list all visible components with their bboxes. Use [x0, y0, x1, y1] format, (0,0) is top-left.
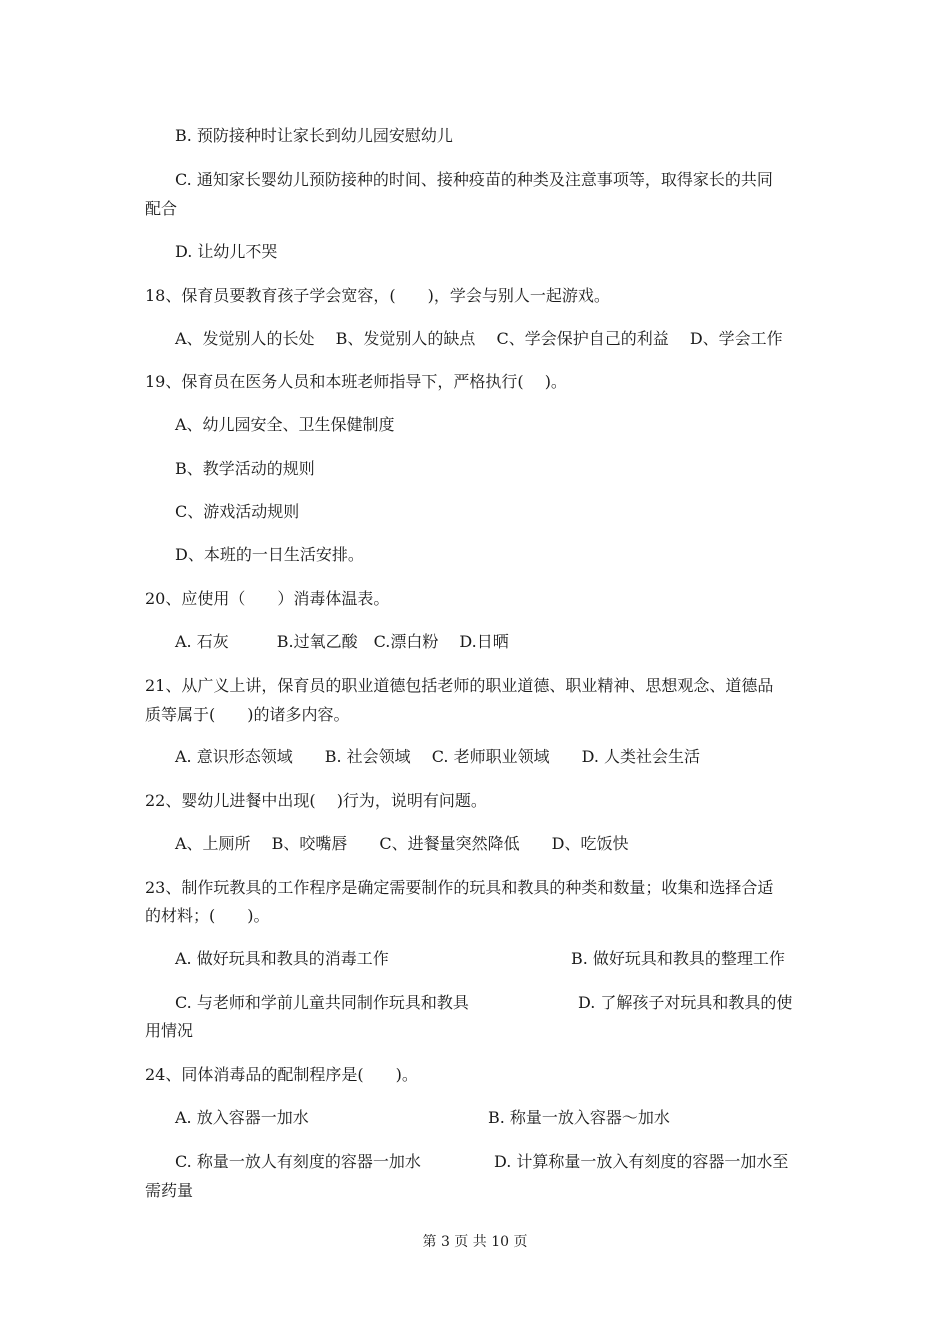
question-23-option-d: D. 了解孩子对玩具和教具的使	[578, 993, 793, 1012]
question-24-option-d: D. 计算称量一放入有刻度的容器一加水至	[494, 1152, 789, 1171]
question-24-option-a: A. 放入容器一加水	[175, 1108, 309, 1127]
question-23: 23、制作玩教具的工作程序是确定需要制作的玩具和教具的种类和数量；收集和选择合适	[145, 878, 774, 897]
question-24: 24、同体消毒品的配制程序是( )。	[145, 1065, 418, 1084]
question-19: 19、保育员在医务人员和本班老师指导下，严格执行( )。	[145, 372, 567, 391]
question-20: 20、应使用（ ）消毒体温表。	[145, 589, 390, 608]
option-continuation: 配合	[145, 199, 178, 218]
question-22-options: A、上厕所 B、咬嘴唇 C、进餐量突然降低 D、吃饭快	[175, 834, 629, 853]
question-24-option-b: B. 称量一放入容器～加水	[488, 1108, 670, 1127]
option-line: C. 通知家长婴幼儿预防接种的时间、接种疫苗的种类及注意事项等，取得家长的共同	[175, 170, 773, 189]
question-24-option-d-continuation: 需药量	[145, 1181, 194, 1200]
question-23-continuation: 的材料；( )。	[145, 906, 270, 925]
question-19-option-a: A、幼儿园安全、卫生保健制度	[175, 415, 395, 434]
option-line: B. 预防接种时让家长到幼儿园安慰幼儿	[175, 126, 453, 145]
question-22: 22、婴幼儿进餐中出现( )行为，说明有问题。	[145, 791, 487, 810]
question-21: 21、从广义上讲，保育员的职业道德包括老师的职业道德、职业精神、思想观念、道德品	[145, 676, 774, 695]
question-18-options: A、发觉别人的长处 B、发觉别人的缺点 C、学会保护自己的利益 D、学会工作	[175, 329, 783, 348]
question-23-option-a: A. 做好玩具和教具的消毒工作	[175, 949, 389, 968]
question-23-option-d-continuation: 用情况	[145, 1021, 194, 1040]
question-21-continuation: 质等属于( )的诸多内容。	[145, 705, 350, 724]
question-19-option-d: D、本班的一日生活安排。	[175, 545, 364, 564]
question-23-option-b: B. 做好玩具和教具的整理工作	[571, 949, 785, 968]
page-footer: 第 3 页 共 10 页	[422, 1234, 528, 1250]
question-19-option-b: B、教学活动的规则	[175, 459, 315, 478]
question-19-option-c: C、游戏活动规则	[175, 502, 300, 521]
question-24-option-c: C. 称量一放人有刻度的容器一加水	[175, 1152, 421, 1171]
question-21-options: A. 意识形态领域 B. 社会领域 C. 老师职业领域 D. 人类社会生活	[175, 747, 701, 766]
question-18: 18、保育员要教育孩子学会宽容，( )，学会与别人一起游戏。	[145, 286, 610, 305]
option-line: D. 让幼儿不哭	[175, 242, 278, 261]
question-23-option-c: C. 与老师和学前儿童共同制作玩具和教具	[175, 993, 469, 1012]
question-20-options: A. 石灰 B.过氧乙酸 C.漂白粉 D.日晒	[175, 632, 509, 651]
